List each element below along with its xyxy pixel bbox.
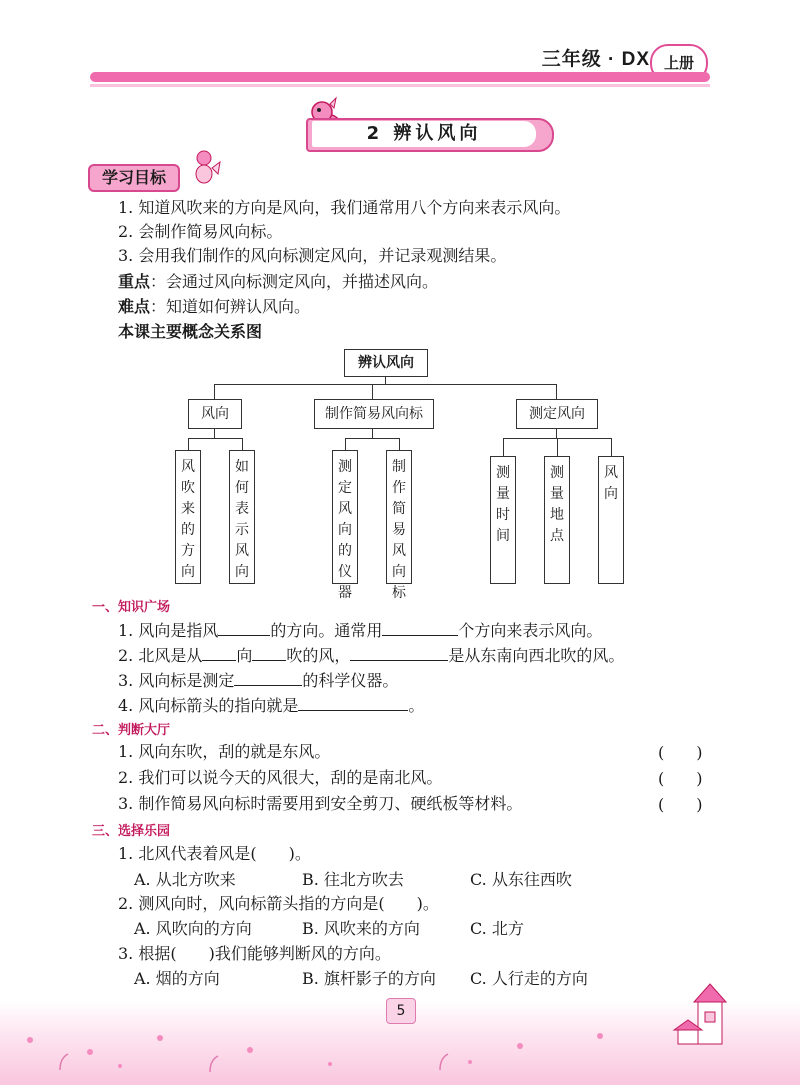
section1-heading: 一、知识广场 — [92, 600, 171, 615]
concept-branch-make-vane: 制作简易风向标 — [314, 399, 434, 429]
connector — [611, 438, 612, 456]
choice-option[interactable]: C. 从东往西吹 — [470, 870, 572, 889]
answer-blank[interactable] — [298, 692, 408, 711]
grade-label: 三年级 · DX — [541, 49, 650, 70]
connector — [503, 438, 504, 456]
fill-question-1: 1. 风向是指风 的方向。通常用 个方向来表示风向。 — [118, 617, 602, 643]
lesson-title: 2 辨认风向 — [312, 121, 536, 147]
choice-option[interactable]: A. 风吹向的方向 — [134, 919, 252, 938]
connector — [557, 438, 558, 456]
concept-branch-wind-direction: 风向 — [188, 399, 242, 429]
concept-leaf: 风向 — [598, 456, 624, 584]
castle-tower-icon — [670, 980, 750, 1050]
concept-leaf: 测量地点 — [544, 456, 570, 584]
choice-option[interactable]: B. 往北方吹去 — [302, 870, 404, 889]
choice-option[interactable]: B. 风吹来的方向 — [302, 919, 420, 938]
objective-2: 2. 会制作简易风向标。 — [118, 222, 283, 241]
judge-item-2: 2. 我们可以说今天的风很大，刮的是南北风。 — [118, 768, 443, 787]
answer-blank[interactable] — [350, 642, 448, 661]
choice-option[interactable]: B. 旗杆影子的方向 — [302, 969, 436, 988]
objective-1: 1. 知道风吹来的方向是风向，我们通常用八个方向来表示风向。 — [118, 198, 571, 217]
connector — [214, 384, 557, 385]
choice-option[interactable]: A. 从北方吹来 — [134, 870, 236, 889]
objective-3: 3. 会用我们制作的风向标测定风向，并记录观测结果。 — [118, 246, 507, 265]
connector — [214, 384, 215, 399]
connector — [385, 376, 386, 384]
answer-blank[interactable] — [218, 617, 270, 636]
judge-answer-paren[interactable]: ( ) — [658, 769, 703, 788]
choice-stem-3: 3. 根据( )我们能够判断风的方向。 — [118, 944, 391, 963]
header-band-shadow — [90, 84, 710, 87]
connector — [556, 428, 557, 438]
connector — [214, 428, 215, 438]
connector — [188, 438, 243, 439]
difficulty-label: 难点 — [118, 297, 151, 316]
fill-question-4: 4. 风向标箭头的指向就是 。 — [118, 692, 424, 718]
answer-blank[interactable] — [234, 667, 302, 686]
connector — [399, 438, 400, 450]
answer-blank[interactable] — [252, 642, 286, 661]
connector — [345, 438, 346, 450]
judge-answer-paren[interactable]: ( ) — [658, 743, 703, 762]
key-point-text: ：会通过风向标测定风向，并描述风向。 — [150, 272, 439, 291]
section3-heading: 三、选择乐园 — [92, 824, 171, 839]
section2-heading: 二、判断大厅 — [92, 723, 171, 738]
judge-item-1: 1. 风向东吹，刮的就是东风。 — [118, 742, 331, 761]
concept-leaf: 如何表示风向 — [229, 450, 255, 584]
key-point — [118, 270, 438, 294]
choice-option[interactable]: A. 烟的方向 — [134, 969, 220, 988]
fairy-mascot-icon — [190, 148, 222, 186]
page-number: 5 — [386, 998, 416, 1024]
answer-blank[interactable] — [382, 617, 458, 636]
key-point-label: 重点 — [118, 272, 151, 291]
choice-option[interactable]: C. 北方 — [470, 919, 524, 938]
fill-question-3: 3. 风向标是测定 的科学仪器。 — [118, 667, 398, 693]
concept-root: 辨认风向 — [344, 349, 428, 377]
connector — [556, 384, 557, 399]
answer-blank[interactable] — [202, 642, 236, 661]
judge-answer-paren[interactable]: ( ) — [658, 795, 703, 814]
connector — [242, 438, 243, 450]
difficulty-point — [118, 295, 310, 319]
choice-stem-2: 2. 测风向时，风向标箭头指的方向是( )。 — [118, 894, 439, 913]
connector — [372, 384, 373, 399]
connector — [188, 438, 189, 450]
concept-leaf: 制作简易风向标 — [386, 450, 412, 584]
concept-map-title: 本课主要概念关系图 — [118, 322, 263, 341]
choice-stem-1: 1. 北风代表着风是( )。 — [118, 844, 311, 863]
concept-leaf: 风吹来的方向 — [175, 450, 201, 584]
judge-item-3: 3. 制作简易风向标时需要用到安全剪刀、硬纸板等材料。 — [118, 794, 523, 813]
difficulty-text: ：知道如何辨认风向。 — [150, 297, 311, 316]
concept-leaf: 测定风向的仪器 — [332, 450, 358, 584]
fill-question-2: 2. 北风是从 向 吹的风， 是从东南向西北吹的风。 — [118, 642, 624, 668]
concept-branch-measure: 测定风向 — [516, 399, 598, 429]
connector — [345, 438, 400, 439]
concept-leaf: 测量时间 — [490, 456, 516, 584]
volume-tag: 上册 — [650, 44, 708, 82]
connector — [372, 428, 373, 438]
header-band — [90, 72, 710, 82]
choice-option[interactable]: C. 人行走的方向 — [470, 969, 588, 988]
objectives-label: 学习目标 — [88, 164, 180, 192]
